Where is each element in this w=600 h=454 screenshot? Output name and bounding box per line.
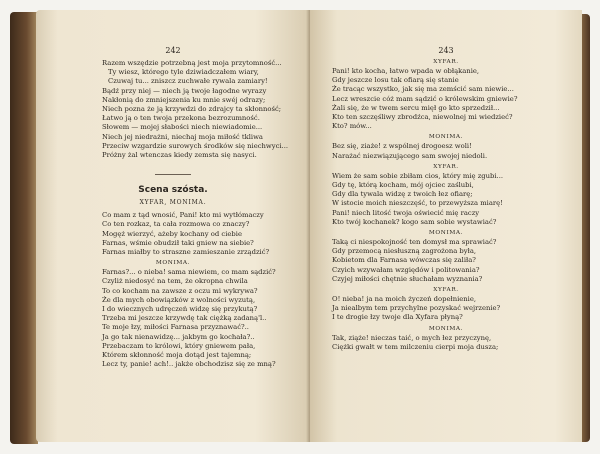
text-line: Kto twój kochanek? kogo sam sobie wystawiać? xyxy=(332,217,497,226)
text-line: Że tracąc wszystko, jak się ma zemścić sam niewie... xyxy=(332,85,514,94)
speaker-label: MONIMA. xyxy=(428,230,464,237)
right-lines-1 xyxy=(310,67,582,131)
text-line: Ciężki gwałt w tem milczeniu cierpi moja dusza; xyxy=(332,342,499,351)
speaker-label: XYFAR. xyxy=(433,287,459,294)
text-line: Czuwaj tu... zniszcz zuchwałe rywala zamiary! xyxy=(108,77,268,86)
text-line: Bez się, ziaże! z wspólnej drogoesz woli! xyxy=(332,142,472,151)
speaker-label: XYFAR. xyxy=(433,163,459,170)
speaker-label: XYFAR. xyxy=(433,59,459,65)
text-line: Gdy tę, którą kocham, mój ojciec zaślubi, xyxy=(332,181,474,190)
right-lines-3 xyxy=(310,172,582,227)
text-line: Że dla mych obowiązków z wolności wyzutą, xyxy=(102,295,256,304)
left-scene-lines-2 xyxy=(36,268,310,369)
text-line: Pani! kto kocha, łatwo wpada w obłąkanie, xyxy=(332,67,480,75)
text-line: Próżny żal wtenczas kiedy zemsta się nasyci. xyxy=(102,151,257,160)
text-line: Czyliż niedosyć na tem, że okropna chwila xyxy=(102,277,248,286)
text-line: Którem skłonność moja dotąd jest tajemną; xyxy=(102,351,252,360)
book-spine-cover xyxy=(10,12,38,444)
text-line: Pani! niech litość twoja oświecić mię raczy xyxy=(332,208,480,217)
open-book xyxy=(10,8,590,448)
text-line: Lecz ty, panie! ach!.. jakże obchodzisz się ze mną? xyxy=(102,360,276,369)
text-line: Co ten rozkaz, ta cała rozmowa co znaczy? xyxy=(102,220,250,229)
left-page-number: 242 xyxy=(165,46,181,55)
text-line: Ty wiesz, którego tyle dziwiadczałem wiary, xyxy=(108,68,259,77)
right-lines-5 xyxy=(310,295,582,323)
speaker-label: MONIMA. xyxy=(428,134,464,141)
right-lines-2 xyxy=(310,142,582,160)
text-line: Farnas miałby to straszne zamieszanie zrządzić? xyxy=(102,248,270,257)
scene-title: Scena szósta. xyxy=(138,185,208,196)
divider-rule xyxy=(155,174,191,175)
text-line: Łatwo ją o ten twoja przekona bezrozumność. xyxy=(102,114,260,123)
text-line: Przebaczam to królowi, który gniewem pała, xyxy=(102,341,256,350)
speaker-label: MONIMA. xyxy=(155,260,191,267)
text-line: Słowem — mojej słabości niech niewiadomie... xyxy=(102,123,263,132)
text-line: Niech jej niedrażni, niechaj moja miłość tkliwa xyxy=(102,132,263,141)
text-line: To co kocham na zawsze z oczu mi wykrywa? xyxy=(102,286,258,295)
text-line: Kto ten szczęśliwy zbrodźca, niewolnej mi wiedzieć? xyxy=(332,113,513,122)
text-line: Razem wszędzie potrzebną jest moja przytomność... xyxy=(102,59,282,67)
right-page-number: 243 xyxy=(438,46,454,55)
text-line: I te drogie łzy twoje dla Xyfara płyną? xyxy=(332,313,463,322)
text-line: Te moje łzy, miłości Farnasa przyznawać?.. xyxy=(102,323,249,332)
text-line: Kobietom dla Farnasa wówczas się zaliła? xyxy=(332,256,476,265)
text-line: Nakłonią do zmniejszenia ku mnie swéj odrazy; xyxy=(102,95,266,104)
text-line: Czyich wzywałam wzgiędów i politowania? xyxy=(332,265,480,274)
text-line: Trzeba mi jeszcze krzywdę tak ciężką zadaną'l.. xyxy=(102,314,267,323)
text-line: Taką ci niespokojność ten domysł ma sprawiać? xyxy=(332,238,497,247)
right-lines-6 xyxy=(310,334,582,352)
text-line: Mogęż wierzyć, ażeby kochany od ciebie xyxy=(102,229,242,238)
left-scene-lines-1 xyxy=(36,211,310,257)
text-line: O! nieba! ja na moich życzeń dopełnienie, xyxy=(332,295,476,304)
text-line: Farnas?... o nieba! sama niewiem, co mam sądzić? xyxy=(102,268,276,277)
text-line: Ja go tak nienawidzę... jakbym go kochała?.. xyxy=(102,332,255,341)
text-line: Przeciw wzgardzie surowych środków się niechwyci... xyxy=(102,141,289,150)
text-line: Czyjej miłości chętnie słuchałam wyznania? xyxy=(332,274,483,283)
text-line: Tak, ziąże! nieczas taić, o mych łez przyczynę, xyxy=(332,333,492,342)
right-page xyxy=(310,10,582,442)
text-line: Ja niealbym tem przychylne pozyskać wejrzenie? xyxy=(332,304,501,313)
text-line: Farnas, wśmie obudził taki gniew na siebie? xyxy=(102,238,254,247)
left-page xyxy=(36,10,310,442)
text-line: Gdy dla tywalа widzę z twoich łez ofiarę; xyxy=(332,190,473,199)
text-line: Bądź przy niej — niech ją twoje łagodne wyrazy xyxy=(102,86,267,95)
scene-characters: XYFAR, MONIMA. xyxy=(139,199,207,207)
text-line: Lecz wreszcie cóż mam sądzić o królewskim gniewie? xyxy=(332,94,518,103)
text-line: Wiem że sam sobie zbiłam cios, który mię zgubi... xyxy=(332,171,504,180)
text-line: Gdy jeszcze losu tak ofiarą się stanie xyxy=(332,76,459,85)
left-top-lines xyxy=(36,59,310,160)
text-line: Co mam z tąd wnosić, Pani! kto mi wytłómaczy xyxy=(102,211,264,220)
text-line: Gdy przemocą niesłuszną zagrożona była, xyxy=(332,247,477,256)
text-line: W istocie moich nieszczęść, to przewyższa miarę! xyxy=(332,199,503,208)
text-line: Żali się, że w twem sercu mięł go kto sprzedził... xyxy=(332,103,500,112)
speaker-label: MONIMA. xyxy=(428,325,464,332)
text-line: Kto? mów... xyxy=(332,122,372,131)
text-line: Niech poznа że ją krzywdzi do zdrajcy ta skłonność; xyxy=(102,105,282,114)
right-lines-4 xyxy=(310,238,582,284)
text-line: Narażać niezwiązującego sam swojej niedoli. xyxy=(332,151,488,160)
text-line: I do wiecznych udręczeń widzę się przykutą? xyxy=(102,305,258,314)
